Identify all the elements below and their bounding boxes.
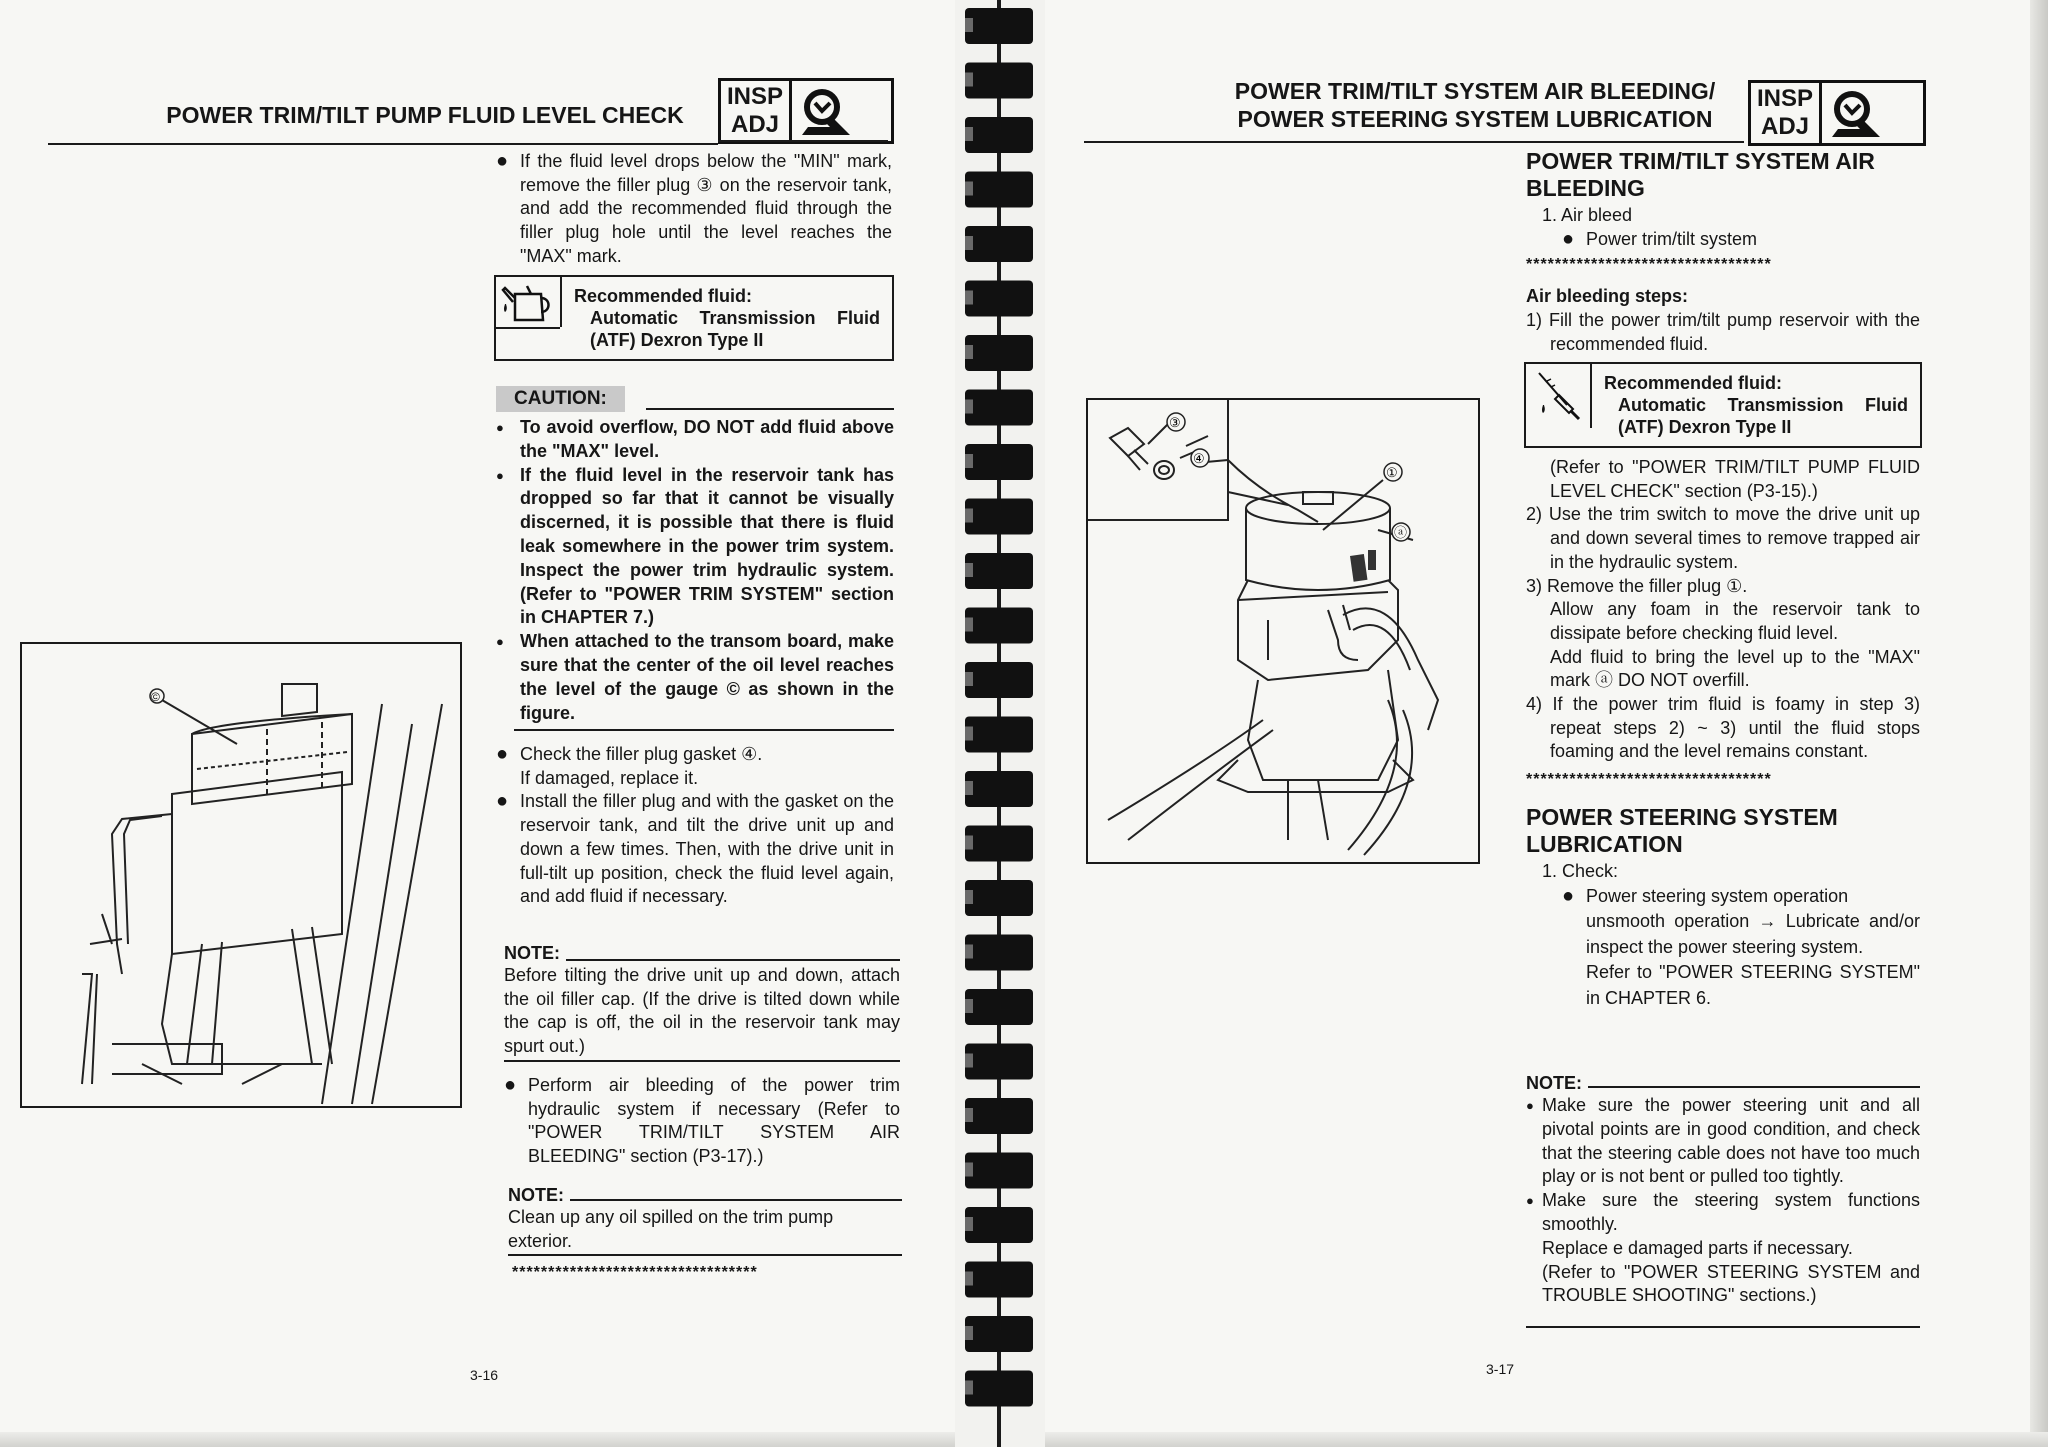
badge-adj-text: ADJ [1761, 113, 1810, 140]
fluid-box-line1: Automatic Transmission Fluid [1618, 395, 1908, 415]
list-item: ● If the fluid level drops below the "MIN" mark, remove the filler plug ③ on the reservoir tank, and add the recommended fluid through the filler plug hole until the level reaches the "MAX" mark. [496, 150, 892, 266]
fluid-box-title: Recommended fluid: [1604, 373, 1783, 393]
binding-loop [965, 1262, 1033, 1298]
binding-loop [965, 1207, 1033, 1243]
binding-loop [965, 390, 1033, 426]
fluid-box-text [1604, 372, 1908, 438]
binding-loop [965, 662, 1033, 698]
badge-insp-text: INSP [1757, 85, 1814, 112]
binding-loop [965, 63, 1033, 99]
right-title-line1: POWER TRIM/TILT SYSTEM AIR BLEEDING/ [1234, 78, 1716, 104]
binding-loop-highlight [965, 1108, 973, 1122]
right-text-column [1526, 148, 1920, 356]
left-separator-stars: ********************************** [512, 1264, 758, 1281]
air-bleeding-steps-title: Air bleeding steps: [1526, 286, 1689, 307]
binding-loop-highlight [965, 1054, 973, 1068]
binding-loop [965, 117, 1033, 153]
binding-loop-highlight [965, 1217, 973, 1231]
bullet-icon: ● [496, 634, 504, 650]
bullet-icon: ● [1562, 227, 1575, 250]
oil-can-icon [496, 277, 562, 327]
bullet-icon: ● [1562, 884, 1575, 907]
binding-loop [965, 226, 1033, 262]
binding-loop [965, 1153, 1033, 1189]
right-figure-pump [1086, 398, 1480, 864]
list-item: ● Check the filler plug gasket ④. If damaged, replace it. [496, 743, 763, 788]
left-page-number: 3-16 [470, 1367, 499, 1383]
binding-loop-highlight [965, 1272, 973, 1286]
right-page-title [1190, 77, 1760, 133]
gauge-label-c: © [151, 690, 160, 704]
figure-label-mark: ⓐ [1394, 525, 1408, 540]
bullet-icon: ● [1526, 1193, 1534, 1209]
binding-loop-highlight [965, 236, 973, 250]
step-1: 1) Fill the power trim/tilt pump reservoir with the recommended fluid. [1526, 309, 1920, 354]
badge-insp-text: INSP [727, 83, 784, 110]
binding-loop-highlight [965, 836, 973, 850]
left-recommended-fluid-box [494, 275, 894, 361]
binding-loop [965, 281, 1033, 317]
inspection-magnifier-icon [1822, 83, 1892, 143]
right-header-rule [1084, 141, 1744, 143]
list-item: ● Make sure the power steering unit and all pivotal points are in good condition, and check that the steering cable does not have too much play or is not bent or pulled too tightly. [1526, 1095, 1920, 1187]
binding-loop [965, 1044, 1033, 1080]
bullet-icon: ● [496, 467, 504, 483]
binding-loop [965, 335, 1033, 371]
left-insp-adj-badge [718, 78, 894, 144]
bullet-icon: ● [504, 1074, 517, 1096]
binding-loop-highlight [965, 781, 973, 795]
binding-loop [965, 771, 1033, 807]
note-text: Clean up any oil spilled on the trim pump exterior. [508, 1207, 834, 1251]
binding-loop-highlight [965, 509, 973, 523]
left-text-column-2 [496, 743, 894, 909]
binding-loop [965, 172, 1033, 208]
binding-loop-highlight [965, 1326, 973, 1340]
bullet-icon: ● [496, 420, 504, 435]
right-note-end-rule [1526, 1326, 1920, 1328]
note-text: Before tilting the drive unit up and down, attach the oil filler cap. (If the drive is tilted down while the cap is off, the oil in the reservoir tank may spurt out.) [504, 965, 900, 1057]
binding-loop-highlight [965, 1163, 973, 1177]
section1-title: POWER TRIM/TILT SYSTEM AIR BLEEDING [1526, 148, 1875, 201]
binding-loop [965, 1371, 1033, 1407]
binding-loop [965, 935, 1033, 971]
list-item: ● Make sure the steering system functions smoothly. [1526, 1190, 1920, 1234]
binding-loop [965, 880, 1033, 916]
binding-loop [965, 826, 1033, 862]
bullet-icon: ● [496, 790, 509, 813]
fluid-box-title: Recommended fluid: [574, 286, 753, 306]
note-label: NOTE: [508, 1185, 564, 1205]
binding-loop-highlight [965, 291, 973, 305]
right-page-number: 3-17 [1486, 1361, 1515, 1377]
right-title-line2: POWER STEERING SYSTEM LUBRICATION [1237, 106, 1713, 132]
list-item: ● Install the filler plug and with the gasket on the reservoir tank, and tilt the drive unit up and down a few times. Then, with the drive unit in full-tilt up position, check the fluid level again, and add fluid if necessary. [496, 790, 894, 907]
fluid-box-line1: Automatic Transmission Fluid [590, 308, 880, 328]
fluid-box-line2: (ATF) Dexron Type II [1618, 417, 1792, 437]
caution-label: CAUTION: [496, 386, 625, 412]
note1-end-rule [504, 1060, 900, 1062]
trim-pump-illustration [1088, 400, 1478, 862]
bullet-icon: ● [1526, 1098, 1534, 1113]
left-figure-reservoir [20, 642, 462, 1108]
note-1 [504, 942, 900, 1059]
binding-loop-highlight [965, 618, 973, 632]
list-item: ● If the fluid level in the reservoir tank has dropped so far that it cannot be visually discerned, it is possible that there is fluid leak somewhere in the power trim system. Inspect the power trim hydraulic system. (Refer to "POWER TRIM SYSTEM" section in CHAPTER 7.) [496, 464, 894, 628]
binding-loop-highlight [965, 999, 973, 1013]
left-page-title: POWER TRIM/TILT PUMP FLUID LEVEL CHECK [166, 102, 684, 128]
note-label: NOTE: [504, 943, 560, 963]
left-badge-underline [718, 140, 888, 142]
binding-loop [965, 499, 1033, 535]
section2-title: POWER STEERING SYSTEM LUBRICATION [1526, 803, 1838, 857]
step-4: 4) If the power trim fluid is foamy in step 3) repeat steps 2) ~ 3) until the fluid stops foaming and the level remains constant. [1526, 694, 1920, 762]
binding-loop [965, 1098, 1033, 1134]
list-item: ● When attached to the transom board, make sure that the center of the oil level reaches the level of the gauge © as shown in the figure. [496, 631, 894, 723]
binding-loop-highlight [965, 454, 973, 468]
note-2 [508, 1184, 902, 1253]
binding-loop [965, 989, 1033, 1025]
left-text-column [496, 150, 892, 269]
binding-loop [965, 553, 1033, 589]
list-item: ● Power steering system operation unsmooth operation → Lubricate and/or inspect the power steering system. Refer to "POWER STEERING SYSTEM" in CHAPTER 6. [1562, 884, 1920, 1008]
check-item: 1. Check: [1542, 860, 1619, 881]
bullet-icon: ● [496, 150, 509, 172]
binding-loop-highlight [965, 1381, 973, 1395]
figure-label-plug: ③ [1169, 415, 1181, 430]
binding-loop [965, 608, 1033, 644]
reservoir-tilt-illustration [22, 644, 460, 1106]
binding-loop-highlight [965, 563, 973, 577]
binding-loop-highlight [965, 182, 973, 196]
binding-loop [965, 444, 1033, 480]
binding-loop-highlight [965, 945, 973, 959]
right-note: NOTE: ● Make sure the power steering unit and all pivotal points are in good condition, and check that the steering cable does not have too much play or is not bent or pulled too tightly. ● Make sure the steering system functions smoothly. Replace e damaged parts if necessary. (Refer to "POWER STEERING SYSTEM and TROUBLE SHOOTING" sections.) [1526, 1073, 1920, 1306]
binding-loop-highlight [965, 127, 973, 141]
left-header-rule [48, 143, 718, 145]
binding-loop-highlight [965, 672, 973, 686]
binding-loop-highlight [965, 727, 973, 741]
binding-loop [965, 717, 1033, 753]
right-insp-adj-badge [1748, 80, 1926, 146]
refer-note: (Refer to "POWER TRIM/TILT PUMP FLUID LEVEL CHECK" section (P3-15).) [1550, 457, 1920, 501]
fluid-dropper-icon [1526, 364, 1592, 428]
bullet-icon: ● [496, 743, 509, 765]
list-item: ● To avoid overflow, DO NOT add fluid above the "MAX" level. [496, 417, 894, 461]
inspection-magnifier-icon [792, 81, 862, 141]
figure-label-filler: ① [1386, 465, 1398, 480]
section1-stars: ********************************** [1526, 256, 1772, 274]
step-3: 3) Remove the filler plug ①. Allow any foam in the reservoir tank to dissipate before checking fluid level. Add fluid to bring the level up to the "MAX" mark ⓐ DO NOT overfill. [1526, 575, 1920, 691]
binding-loop-highlight [965, 73, 973, 87]
binding-loop [965, 8, 1033, 44]
binding-loop-highlight [965, 18, 973, 32]
air-bleed-item: 1. Air bleed [1542, 205, 1633, 225]
section1-end-stars: ********************************** [1526, 771, 1772, 789]
right-text-column-2 [1526, 456, 1920, 1012]
badge-adj-text: ADJ [731, 111, 780, 138]
figure-label-gasket: ④ [1193, 451, 1205, 466]
binding-loop-highlight [965, 890, 973, 904]
caution-block [496, 386, 894, 725]
spiral-binding [955, 0, 1045, 1447]
list-item: ● Perform air bleeding of the power trim hydraulic system if necessary (Refer to "POWER TRIM/TILT SYSTEM AIR BLEEDING" section (P3-17).) [504, 1074, 900, 1167]
fluid-box-line2: (ATF) Dexron Type II [590, 330, 764, 350]
binding-loop-highlight [965, 345, 973, 359]
fluid-box-text [574, 285, 880, 351]
right-page-edge-shadow [2030, 0, 2048, 1447]
right-recommended-fluid-box [1524, 362, 1922, 448]
caution-end-rule [514, 729, 894, 731]
left-text-column-3 [504, 1074, 900, 1169]
step-2: 2) Use the trim switch to move the drive unit up and down several times to remove trapped air in the hydraulic system. [1526, 504, 1920, 572]
binding-loop-highlight [965, 400, 973, 414]
note2-end-rule [508, 1254, 902, 1256]
note-label: NOTE: [1526, 1073, 1582, 1093]
list-item: ● Power trim/tilt system [1562, 227, 1758, 250]
binding-loop [965, 1316, 1033, 1352]
